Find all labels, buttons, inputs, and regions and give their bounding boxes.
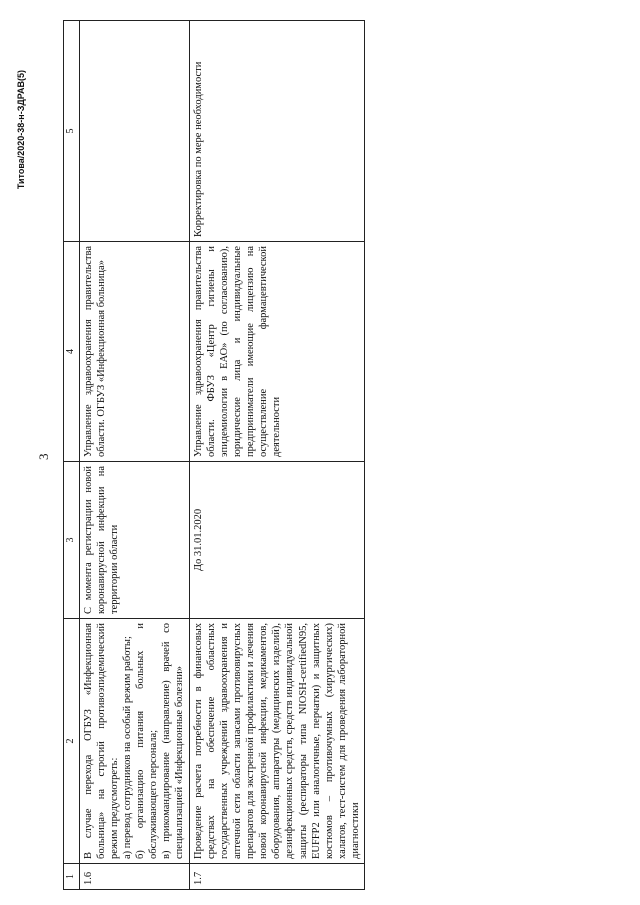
column-header: 2 — [64, 619, 80, 864]
note-cell — [79, 21, 189, 242]
note-cell: Корректировка по мере необходимости — [189, 21, 365, 242]
row-number: 1.7 — [189, 864, 365, 890]
column-header: 3 — [64, 462, 80, 619]
responsible-cell: Управление здравоохранения правительства области. ФБУЗ «Центр гигиены и эпидемиологии в ЕАО» (по согласованию), юридические лица и индивидуальные предприниматели имеющие лицензию на осуществление фармацевтической деятельности — [189, 242, 365, 462]
measure-cell: В случае перехода ОГБУЗ «Инфекционная больница» на строгий противоэпидемический режим предусмотреть: а) перевод сотрудников на особый режим работы; б) организацию питания больных и обслуживающего персонала; в) прикомандирование (направление) врачей со специализацией «Инфекционные болезни» — [79, 619, 189, 864]
page-number: 3 — [36, 453, 51, 460]
measures-table — [63, 20, 365, 890]
table-row — [189, 21, 365, 890]
column-header: 5 — [64, 21, 80, 242]
column-header: 4 — [64, 242, 80, 462]
table-row — [79, 21, 189, 890]
term-cell: До 31.01.2020 — [189, 462, 365, 619]
responsible-cell: Управление здравоохранения правительства области. ОГБУЗ «Инфекционная больница» — [79, 242, 189, 462]
row-number: 1.6 — [79, 864, 189, 890]
term-cell: С момента регистрации новой коронавирусной инфекции на территории области — [79, 462, 189, 619]
document-id: Титова/2020-38-н-ЗДРАВ(5) — [16, 70, 26, 190]
measure-cell: Проведение расчета потребности в финансовых средствах на обеспечение областных государственных учреждений здравоохранения и аптечной сети области запасами противовирусных препаратов для экстренной профилактики и лечения новой коронавирусной инфекции, медикаментов, оборудования, аппаратуры (медицинских изделий), дезинфекционных средств, средств индивидуальной защиты (респираторы типа NIOSH-certifiedN95, EUFFP2 или аналогичные, перчатки) и защитных костюмов – противочумных (хирургических) халатов, тест-систем для проведения лабораторной диагностики — [189, 619, 365, 864]
column-header: 1 — [64, 864, 80, 890]
table-header-row — [64, 21, 80, 890]
